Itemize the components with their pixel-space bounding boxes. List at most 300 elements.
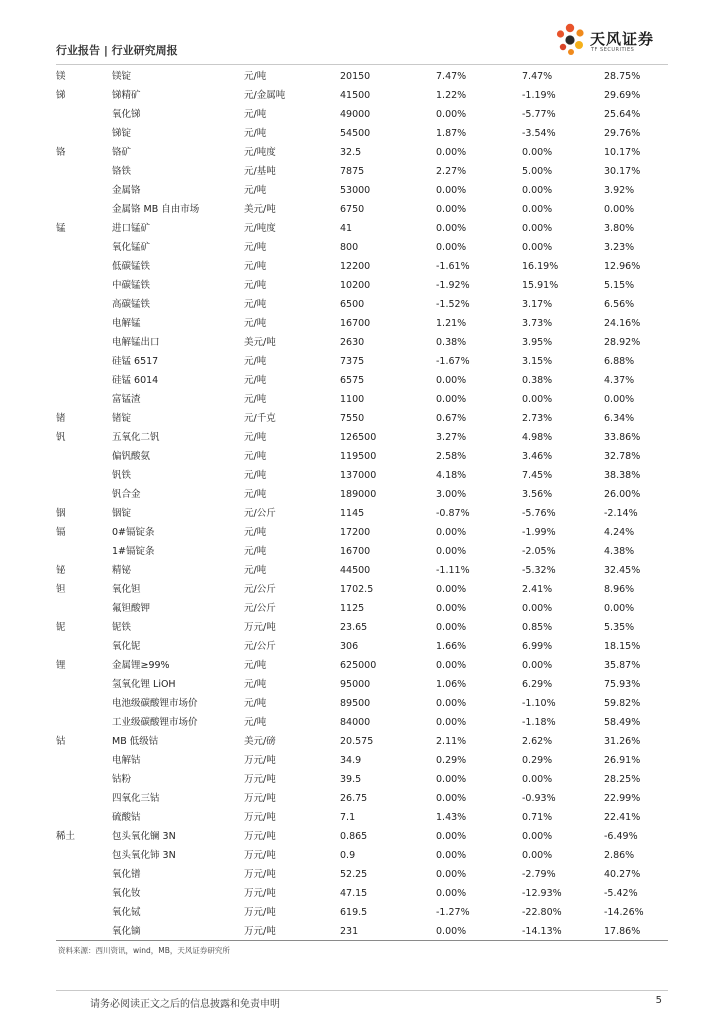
monthly-change: -1.99%: [522, 527, 556, 538]
product-name: 锗锭: [112, 413, 132, 424]
weekly-change: 7.47%: [436, 71, 467, 82]
table-row: [56, 865, 668, 884]
yearly-change: 4.38%: [604, 546, 635, 557]
price: 17200: [340, 527, 371, 538]
product-name: 氧化锰矿: [112, 242, 151, 253]
monthly-change: -3.54%: [522, 128, 556, 139]
unit: 美元/磅: [244, 736, 276, 747]
metal-category: [56, 333, 112, 352]
table-row: [56, 295, 668, 314]
yearly-change: 22.41%: [604, 812, 641, 823]
product-name: 钴粉: [112, 774, 132, 785]
product-name: 电解锰出口: [112, 337, 160, 348]
product-name: 高碳锰铁: [112, 299, 151, 310]
table-row: [56, 523, 668, 542]
weekly-change: 0.00%: [436, 850, 467, 861]
product-name: 包头氧化镧 3N: [112, 831, 176, 842]
table-row: [56, 580, 668, 599]
metal-category: [56, 181, 112, 200]
yearly-change: 40.27%: [604, 869, 641, 880]
table-row: [56, 846, 668, 865]
product-name: 金属铬 MB 自由市场: [112, 204, 200, 215]
price: 619.5: [340, 907, 368, 918]
product-name: MB 低级钴: [112, 736, 159, 747]
yearly-change: 10.17%: [604, 147, 641, 158]
price: 41: [340, 223, 353, 234]
weekly-change: -1.11%: [436, 565, 470, 576]
yearly-change: 25.64%: [604, 109, 641, 120]
price: 1125: [340, 603, 365, 614]
yearly-change: -6.49%: [604, 831, 638, 842]
weekly-change: 2.11%: [436, 736, 467, 747]
weekly-change: -0.87%: [436, 508, 470, 519]
weekly-change: 0.00%: [436, 888, 467, 899]
monthly-change: 16.19%: [522, 261, 559, 272]
weekly-change: 0.00%: [436, 242, 467, 253]
metal-category: 钴: [56, 736, 66, 747]
yearly-change: 2.86%: [604, 850, 635, 861]
monthly-change: 0.85%: [522, 622, 553, 633]
monthly-change: 0.00%: [522, 204, 553, 215]
metal-category: [56, 675, 112, 694]
table-row: [56, 105, 668, 124]
weekly-change: 0.00%: [436, 546, 467, 557]
table-row: [56, 713, 668, 732]
flower-logo-icon: [552, 22, 588, 58]
metal-category: 钽: [56, 584, 66, 595]
table-row: [56, 447, 668, 466]
yearly-change: -14.26%: [604, 907, 644, 918]
yearly-change: 26.91%: [604, 755, 641, 766]
product-name: 硫酸钴: [112, 812, 141, 823]
weekly-change: 0.00%: [436, 394, 467, 405]
monthly-change: 15.91%: [522, 280, 559, 291]
unit: 万元/吨: [244, 774, 276, 785]
metal-category: [56, 466, 112, 485]
unit: 元/吨: [244, 698, 267, 709]
monthly-change: 6.29%: [522, 679, 553, 690]
yearly-change: 29.76%: [604, 128, 641, 139]
unit: 元/吨: [244, 432, 267, 443]
monthly-change: 2.73%: [522, 413, 553, 424]
yearly-change: 8.96%: [604, 584, 635, 595]
product-name: 钒铁: [112, 470, 132, 481]
product-name: 电池级碳酸锂市场价: [112, 698, 198, 709]
unit: 元/吨: [244, 299, 267, 310]
price: 20150: [340, 71, 371, 82]
weekly-change: 1.43%: [436, 812, 467, 823]
metal-category: 锑: [56, 90, 66, 101]
price: 41500: [340, 90, 371, 101]
yearly-change: 18.15%: [604, 641, 641, 652]
monthly-change: 2.62%: [522, 736, 553, 747]
yearly-change: 58.49%: [604, 717, 641, 728]
weekly-change: 0.00%: [436, 869, 467, 880]
price-table-body: [56, 67, 668, 941]
yearly-change: 6.56%: [604, 299, 635, 310]
product-name: 四氧化三钴: [112, 793, 160, 804]
metal-category: [56, 314, 112, 333]
weekly-change: 0.00%: [436, 660, 467, 671]
product-name: 硅锰 6517: [112, 356, 159, 367]
metal-category: [56, 903, 112, 922]
monthly-change: -5.32%: [522, 565, 556, 576]
product-name: 锑精矿: [112, 90, 141, 101]
monthly-change: -0.93%: [522, 793, 556, 804]
metal-category: [56, 371, 112, 390]
price: 2630: [340, 337, 365, 348]
product-name: 铌铁: [112, 622, 132, 633]
weekly-change: 0.00%: [436, 717, 467, 728]
company-logo: [550, 20, 668, 60]
monthly-change: 6.99%: [522, 641, 553, 652]
unit: 美元/吨: [244, 337, 276, 348]
product-name: 氧化镨: [112, 869, 141, 880]
metal-category: [56, 751, 112, 770]
weekly-change: 0.00%: [436, 774, 467, 785]
monthly-change: 3.73%: [522, 318, 553, 329]
table-row: [56, 694, 668, 713]
weekly-change: 1.22%: [436, 90, 467, 101]
metal-category: [56, 295, 112, 314]
table-row: [56, 637, 668, 656]
weekly-change: 0.00%: [436, 603, 467, 614]
monthly-change: 7.45%: [522, 470, 553, 481]
monthly-change: 0.00%: [522, 603, 553, 614]
metal-category: [56, 637, 112, 656]
price: 7550: [340, 413, 365, 424]
yearly-change: 4.37%: [604, 375, 635, 386]
price: 231: [340, 926, 359, 937]
unit: 元/公斤: [244, 508, 276, 519]
product-name: 中碳锰铁: [112, 280, 151, 291]
weekly-change: 1.66%: [436, 641, 467, 652]
table-row: [56, 466, 668, 485]
product-name: 氧化钽: [112, 584, 141, 595]
table-row: [56, 162, 668, 181]
table-row: [56, 67, 668, 86]
metal-category: 铌: [56, 622, 66, 633]
table-row: [56, 238, 668, 257]
product-name: 偏钒酸氨: [112, 451, 151, 462]
price: 23.65: [340, 622, 368, 633]
price: 0.865: [340, 831, 368, 842]
metal-category: [56, 200, 112, 219]
table-row: [56, 124, 668, 143]
yearly-change: 12.96%: [604, 261, 641, 272]
unit: 万元/吨: [244, 907, 276, 918]
monthly-change: 0.00%: [522, 660, 553, 671]
yearly-change: 59.82%: [604, 698, 641, 709]
metal-category: [56, 238, 112, 257]
metal-category: 镁: [56, 71, 66, 82]
table-row: [56, 86, 668, 105]
footer-divider: [56, 990, 668, 991]
yearly-change: 22.99%: [604, 793, 641, 804]
product-name: 五氧化二钒: [112, 432, 160, 443]
table-row: [56, 599, 668, 618]
product-name: 镁锭: [112, 71, 132, 82]
product-name: 电解锰: [112, 318, 141, 329]
product-name: 氧化锑: [112, 109, 141, 120]
metal-category: [56, 542, 112, 561]
product-name: 包头氧化铈 3N: [112, 850, 176, 861]
weekly-change: 2.58%: [436, 451, 467, 462]
unit: 元/吨: [244, 318, 267, 329]
price: 52.25: [340, 869, 368, 880]
monthly-change: -2.79%: [522, 869, 556, 880]
product-name: 锑锭: [112, 128, 132, 139]
price: 306: [340, 641, 359, 652]
unit: 元/吨: [244, 660, 267, 671]
metal-category: 稀土: [56, 831, 76, 842]
metal-category: 镉: [56, 527, 66, 538]
yearly-change: 17.86%: [604, 926, 641, 937]
yearly-change: -2.14%: [604, 508, 638, 519]
yearly-change: 33.86%: [604, 432, 641, 443]
product-name: 1#镉锭条: [112, 546, 155, 557]
yearly-change: 38.38%: [604, 470, 641, 481]
table-row: [56, 485, 668, 504]
monthly-change: 0.00%: [522, 774, 553, 785]
product-name: 工业级碳酸锂市场价: [112, 717, 198, 728]
unit: 元/吨度: [244, 147, 276, 158]
product-name: 氢氧化锂 LiOH: [112, 679, 176, 690]
monthly-change: 0.00%: [522, 242, 553, 253]
weekly-change: 0.00%: [436, 831, 467, 842]
weekly-change: 0.67%: [436, 413, 467, 424]
yearly-change: 6.34%: [604, 413, 635, 424]
table-row: [56, 903, 668, 922]
monthly-change: 3.15%: [522, 356, 553, 367]
yearly-change: 3.92%: [604, 185, 635, 196]
monthly-change: -5.77%: [522, 109, 556, 120]
unit: 元/吨: [244, 394, 267, 405]
product-name: 氧化铽: [112, 907, 141, 918]
monthly-change: -1.18%: [522, 717, 556, 728]
table-row: [56, 675, 668, 694]
weekly-change: 0.00%: [436, 223, 467, 234]
unit: 万元/吨: [244, 831, 276, 842]
unit: 万元/吨: [244, 869, 276, 880]
metal-category: [56, 352, 112, 371]
table-row: [56, 884, 668, 903]
weekly-change: 0.29%: [436, 755, 467, 766]
table-row: [56, 333, 668, 352]
metal-category: [56, 865, 112, 884]
metal-category: [56, 485, 112, 504]
price: 26.75: [340, 793, 368, 804]
price: 1702.5: [340, 584, 374, 595]
metal-category: [56, 789, 112, 808]
weekly-change: 0.00%: [436, 185, 467, 196]
unit: 元/千克: [244, 413, 276, 424]
monthly-change: -12.93%: [522, 888, 562, 899]
monthly-change: 5.00%: [522, 166, 553, 177]
metal-category: [56, 105, 112, 124]
logo-text: 天风证券: [590, 30, 655, 48]
product-name: 精铋: [112, 565, 132, 576]
metal-category: 铬: [56, 147, 66, 158]
yearly-change: 28.92%: [604, 337, 641, 348]
product-name: 铟锭: [112, 508, 132, 519]
monthly-change: 0.00%: [522, 223, 553, 234]
product-name: 低碳锰铁: [112, 261, 151, 272]
price: 12200: [340, 261, 371, 272]
product-name: 电解钴: [112, 755, 141, 766]
monthly-change: 3.17%: [522, 299, 553, 310]
table-row: [56, 561, 668, 580]
price: 1145: [340, 508, 365, 519]
yearly-change: 31.26%: [604, 736, 641, 747]
price: 1100: [340, 394, 365, 405]
yearly-change: 75.93%: [604, 679, 641, 690]
table-row: [56, 504, 668, 523]
weekly-change: 0.00%: [436, 147, 467, 158]
unit: 元/基吨: [244, 166, 276, 177]
price: 49000: [340, 109, 371, 120]
unit: 元/金属吨: [244, 90, 286, 101]
monthly-change: 0.00%: [522, 147, 553, 158]
unit: 万元/吨: [244, 793, 276, 804]
metal-category: 锰: [56, 223, 66, 234]
weekly-change: 0.00%: [436, 375, 467, 386]
weekly-change: 0.00%: [436, 204, 467, 215]
unit: 元/吨: [244, 71, 267, 82]
price: 189000: [340, 489, 377, 500]
yearly-change: 29.69%: [604, 90, 641, 101]
metal-category: 铟: [56, 508, 66, 519]
weekly-change: 2.27%: [436, 166, 467, 177]
unit: 万元/吨: [244, 850, 276, 861]
product-name: 铬铁: [112, 166, 132, 177]
price: 6500: [340, 299, 365, 310]
table-row: [56, 409, 668, 428]
metal-category: [56, 599, 112, 618]
monthly-change: -2.05%: [522, 546, 556, 557]
price: 53000: [340, 185, 371, 196]
yearly-change: 24.16%: [604, 318, 641, 329]
metal-category: [56, 846, 112, 865]
metal-category: 铋: [56, 565, 66, 576]
product-name: 铬矿: [112, 147, 132, 158]
weekly-change: -1.67%: [436, 356, 470, 367]
metal-category: [56, 124, 112, 143]
monthly-change: 0.00%: [522, 850, 553, 861]
weekly-change: 1.06%: [436, 679, 467, 690]
price: 0.9: [340, 850, 356, 861]
price: 625000: [340, 660, 377, 671]
unit: 万元/吨: [244, 926, 276, 937]
yearly-change: 0.00%: [604, 603, 635, 614]
price: 16700: [340, 318, 371, 329]
price: 6750: [340, 204, 365, 215]
price: 16700: [340, 546, 371, 557]
price: 10200: [340, 280, 371, 291]
yearly-change: 30.17%: [604, 166, 641, 177]
price: 137000: [340, 470, 377, 481]
product-name: 富锰渣: [112, 394, 141, 405]
price: 119500: [340, 451, 377, 462]
product-name: 氧化铌: [112, 641, 141, 652]
table-row: [56, 219, 668, 238]
header-divider: [56, 64, 668, 65]
metal-category: [56, 447, 112, 466]
price: 89500: [340, 698, 371, 709]
unit: 元/吨: [244, 717, 267, 728]
price: 95000: [340, 679, 371, 690]
monthly-change: 0.38%: [522, 375, 553, 386]
metal-category: [56, 276, 112, 295]
disclaimer-text: 请务必阅读正文之后的信息披露和免责申明: [90, 999, 280, 1010]
metal-category: [56, 884, 112, 903]
unit: 元/吨: [244, 489, 267, 500]
metal-category: 锗: [56, 413, 66, 424]
unit: 元/吨: [244, 565, 267, 576]
price: 54500: [340, 128, 371, 139]
table-row: [56, 618, 668, 637]
weekly-change: -1.27%: [436, 907, 470, 918]
weekly-change: -1.92%: [436, 280, 470, 291]
table-row: [56, 390, 668, 409]
unit: 元/吨: [244, 546, 267, 557]
metal-category: [56, 694, 112, 713]
weekly-change: 0.00%: [436, 926, 467, 937]
monthly-change: -5.76%: [522, 508, 556, 519]
unit: 元/吨: [244, 280, 267, 291]
table-row: [56, 656, 668, 675]
monthly-change: -14.13%: [522, 926, 562, 937]
unit: 元/吨: [244, 356, 267, 367]
table-row: [56, 143, 668, 162]
monthly-change: 0.29%: [522, 755, 553, 766]
table-row: [56, 542, 668, 561]
monthly-change: 0.00%: [522, 185, 553, 196]
unit: 万元/吨: [244, 622, 276, 633]
monthly-change: 3.56%: [522, 489, 553, 500]
weekly-change: 0.00%: [436, 109, 467, 120]
monthly-change: 7.47%: [522, 71, 553, 82]
unit: 万元/吨: [244, 888, 276, 899]
unit: 万元/吨: [244, 812, 276, 823]
product-name: 0#镉锭条: [112, 527, 155, 538]
table-row: [56, 428, 668, 447]
unit: 元/吨: [244, 451, 267, 462]
metal-category: [56, 770, 112, 789]
unit: 元/吨度: [244, 223, 276, 234]
monthly-change: 4.98%: [522, 432, 553, 443]
table-row: [56, 276, 668, 295]
yearly-change: 28.75%: [604, 71, 641, 82]
unit: 元/公斤: [244, 584, 276, 595]
table-row: [56, 827, 668, 846]
metal-category: 锂: [56, 660, 66, 671]
yearly-change: 6.88%: [604, 356, 635, 367]
price-table: [56, 67, 668, 941]
price: 7375: [340, 356, 365, 367]
product-name: 氟钽酸钾: [112, 603, 151, 614]
unit: 元/公斤: [244, 603, 276, 614]
unit: 元/吨: [244, 242, 267, 253]
weekly-change: 3.00%: [436, 489, 467, 500]
table-row: [56, 257, 668, 276]
yearly-change: 0.00%: [604, 204, 635, 215]
price: 7.1: [340, 812, 356, 823]
price: 39.5: [340, 774, 362, 785]
price: 32.5: [340, 147, 362, 158]
yearly-change: 5.35%: [604, 622, 635, 633]
metal-category: [56, 390, 112, 409]
